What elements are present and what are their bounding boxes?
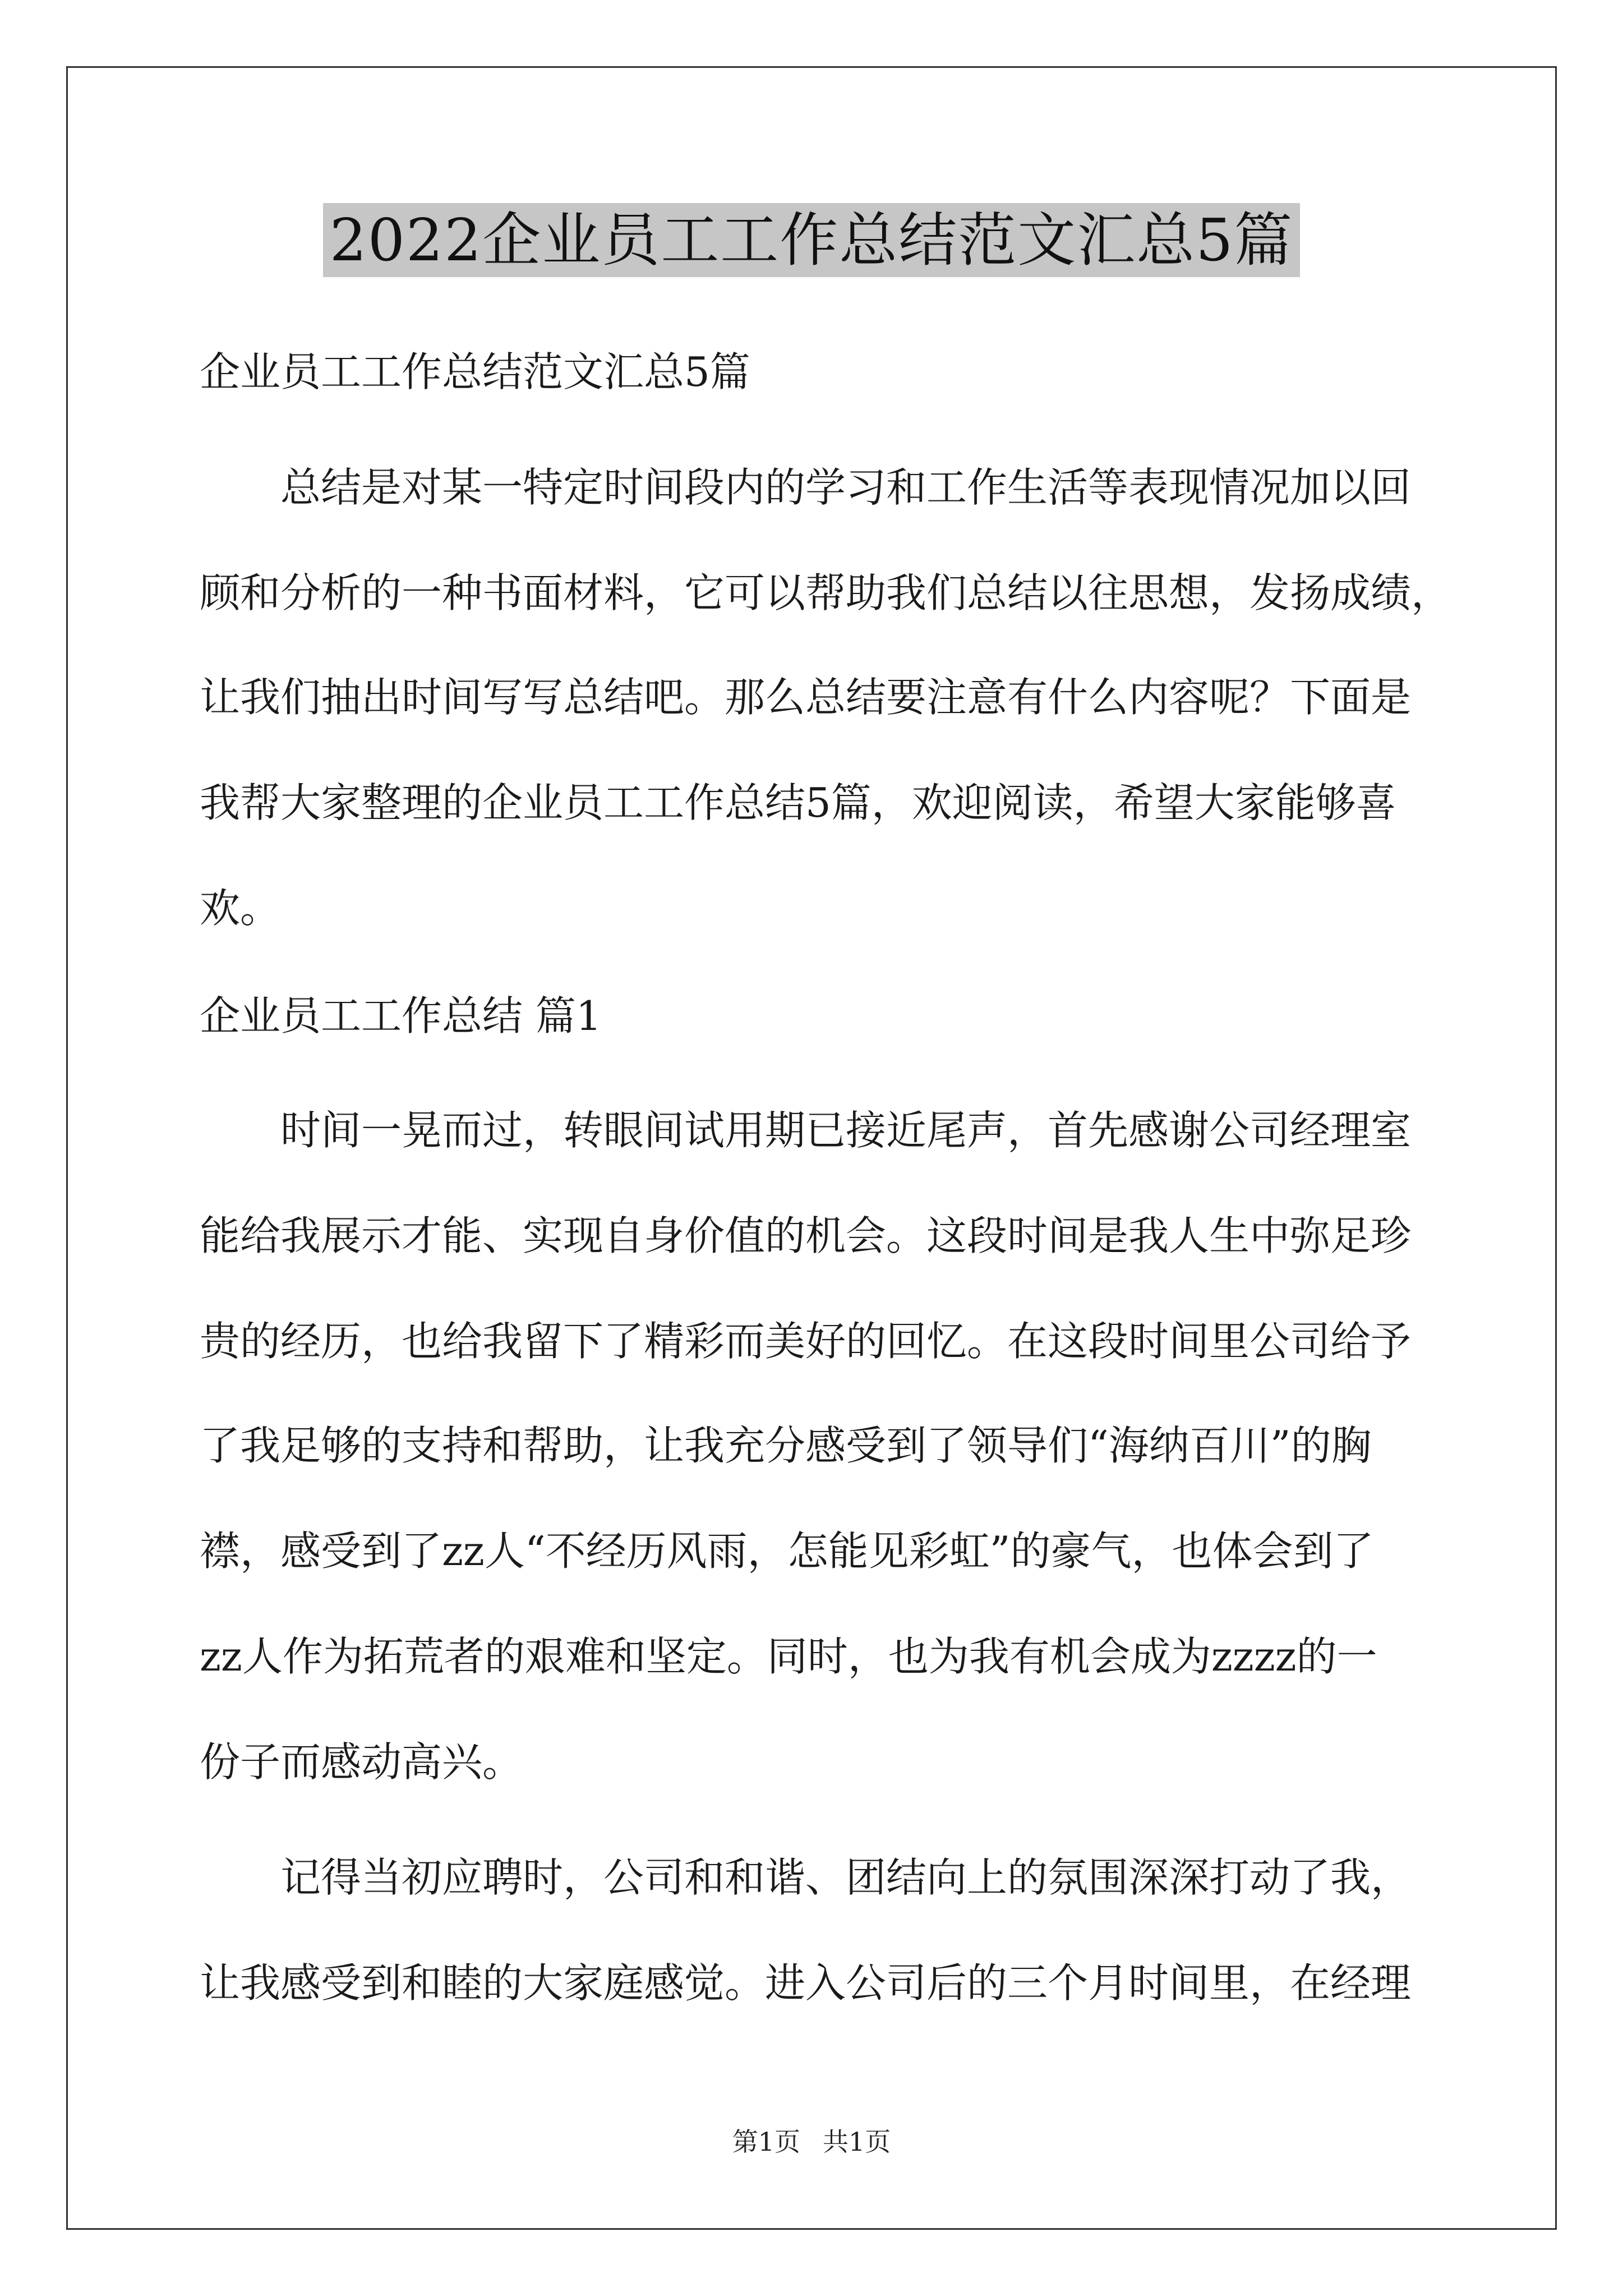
paragraph-line: 襟，感受到了zz人“不经历风雨，怎能见彩虹”的豪气，也体会到了: [200, 1527, 1374, 1575]
section-heading: 企业员工工作总结 篇1: [200, 992, 602, 1039]
paragraph-line: 了我足够的支持和帮助，让我充分感受到了领导们“海纳百川”的胸: [200, 1422, 1372, 1469]
paragraph-line: zz人作为拓荒者的艰难和坚定。同时，也为我有机会成为zzzz的一: [200, 1633, 1377, 1680]
intro-line: 顾和分析的一种书面材料，它可以帮助我们总结以往思想，发扬成绩，: [200, 569, 1452, 616]
intro-line: 欢。: [200, 885, 281, 932]
page-number: 第1页: [732, 2127, 800, 2157]
title-container: [0, 203, 1623, 277]
paragraph-line: 能给我展示才能、实现自身价值的机会。这段时间是我人生中弥足珍: [200, 1212, 1412, 1259]
paragraph-line: 贵的经历，也给我留下了精彩而美好的回忆。在这段时间里公司给予: [200, 1318, 1412, 1365]
page-total: 共1页: [823, 2127, 891, 2157]
intro-line: 我帮大家整理的企业员工工作总结5篇，欢迎阅读，希望大家能够喜: [200, 779, 1396, 826]
intro-line: 总结是对某一特定时间段内的学习和工作生活等表现情况加以回: [280, 464, 1412, 511]
intro-line: 让我们抽出时间写写总结吧。那么总结要注意有什么内容呢？下面是: [200, 674, 1412, 721]
paragraph-line: 份子而感动高兴。: [200, 1738, 523, 1786]
paragraph-line: 让我感受到和睦的大家庭感觉。进入公司后的三个月时间里，在经理: [200, 1959, 1412, 2007]
paragraph-line: 记得当初应聘时，公司和和谐、团结向上的氛围深深打动了我，: [280, 1854, 1412, 1901]
document-title: 2022企业员工工作总结范文汇总5篇: [323, 203, 1301, 277]
paragraph-line: 时间一晃而过，转眼间试用期已接近尾声，首先感谢公司经理室: [280, 1107, 1412, 1154]
document-subtitle: 企业员工工作总结范文汇总5篇: [200, 348, 750, 395]
page-footer: [0, 2126, 1623, 2157]
